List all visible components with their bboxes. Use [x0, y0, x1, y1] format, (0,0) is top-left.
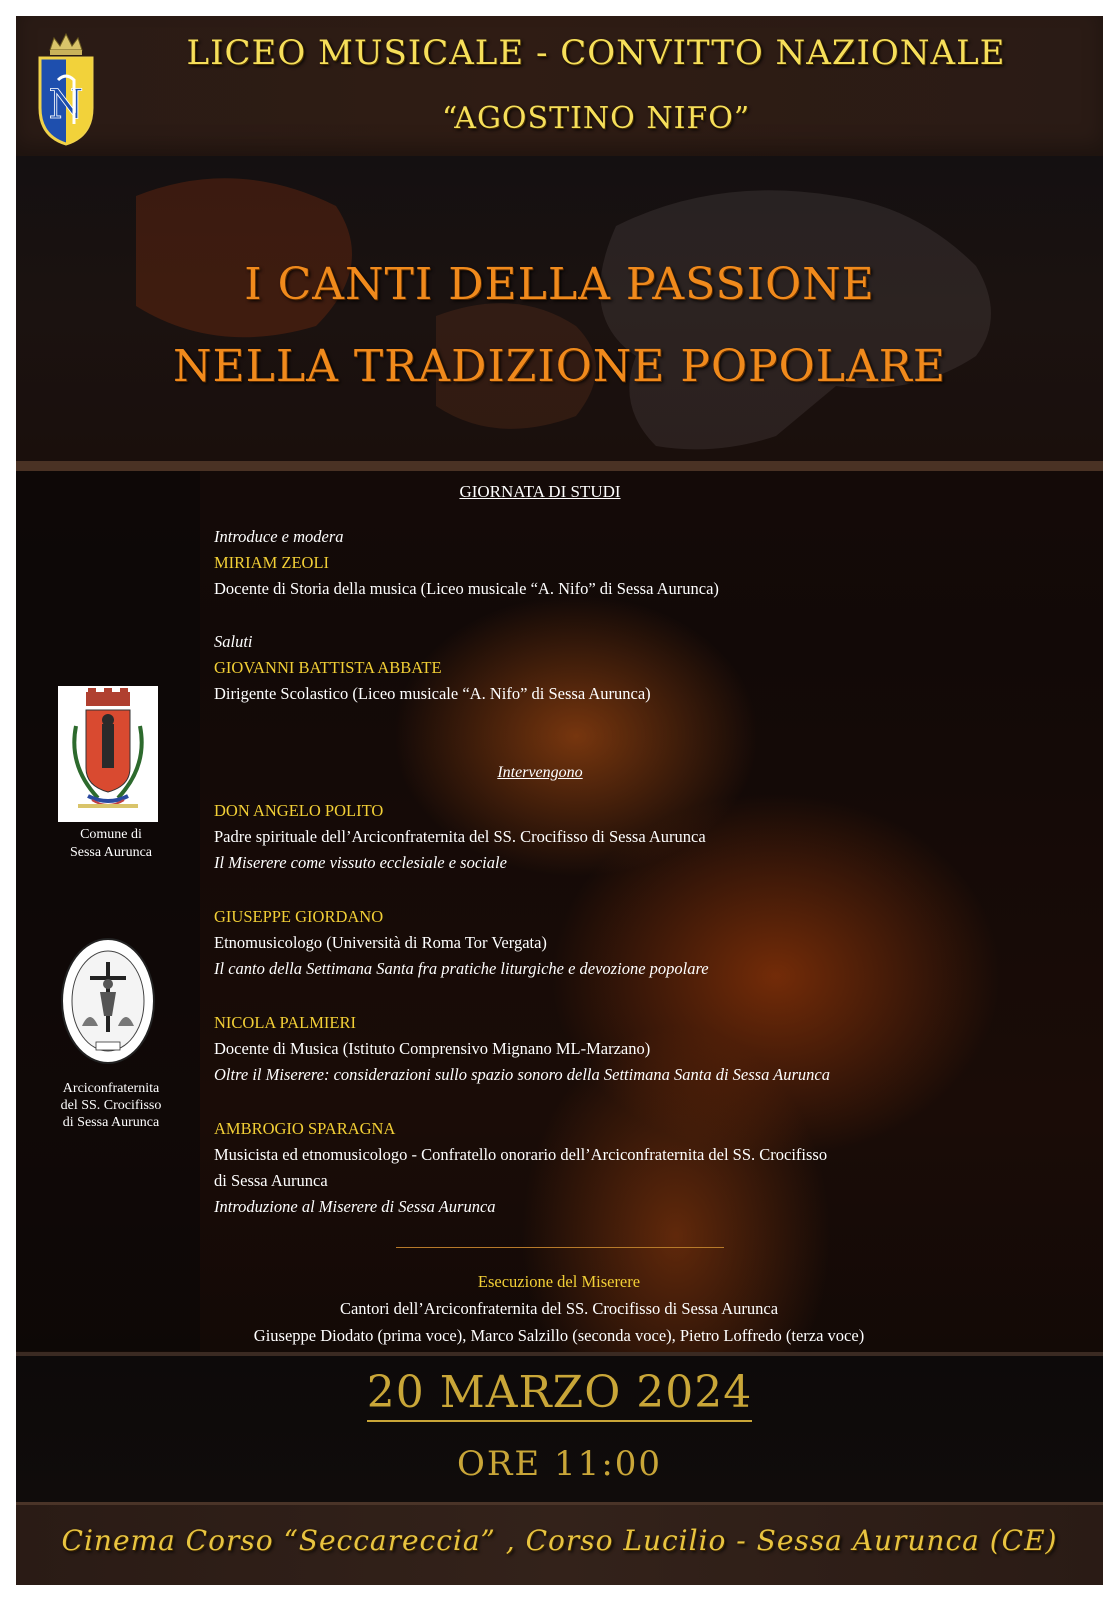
greetings-name: GIOVANNI BATTISTA ABBATE — [214, 658, 442, 677]
greetings-desc: Dirigente Scolastico (Liceo musicale “A. Nifo” di Sessa Aurunca) — [214, 684, 651, 703]
greetings-role: Saluti — [214, 632, 253, 651]
school-dedication: “AGOSTINO NIFO” — [441, 101, 751, 136]
speaker-desc: Padre spirituale dell’Arciconfraternita del SS. Crocifisso di Sessa Aurunca — [214, 827, 706, 846]
speaker-topic: Il canto della Settimana Santa fra pratiche liturgiche e devozione popolare — [214, 959, 709, 978]
comune-emblem — [58, 686, 158, 822]
event-title-line-2: NELLA TRADIZIONE POPOLARE — [173, 341, 946, 392]
arciconfraternita-seal-icon — [60, 936, 156, 1066]
speakers-heading: Intervengono — [497, 764, 583, 781]
speaker-topic: Il Miserere come vissuto ecclesiale e sociale — [214, 853, 507, 872]
school-logo-icon — [36, 28, 96, 148]
execution-choir: Cantori dell’Arciconfraternita del SS. Crocifisso di Sessa Aurunca — [339, 1299, 779, 1318]
school-name: LICEO MUSICALE - CONVITTO NAZIONALE — [186, 33, 1006, 73]
moderator-block — [214, 524, 719, 602]
greetings-block — [214, 629, 651, 707]
comune-coat-of-arms-icon — [58, 686, 158, 822]
moderator-role: Introduce e modera — [214, 527, 344, 546]
event-date — [16, 1367, 1103, 1418]
execution-divider — [396, 1247, 724, 1248]
speaker-desc: Musicista ed etnomusicologo - Confratello onorario dell’Arciconfraternita del SS. Crocifisso — [214, 1145, 828, 1164]
execution-voices: Giuseppe Diodato (prima voce), Marco Salzillo (seconda voce), Pietro Loffredo (terza voce) — [253, 1326, 865, 1345]
comune-caption-2: Sessa Aurunca — [69, 845, 153, 860]
speaker-block — [214, 904, 709, 982]
moderator-name: MIRIAM ZEOLI — [214, 553, 330, 572]
speaker-topic: Introduzione al Miserere di Sessa Aurunca — [214, 1197, 496, 1216]
speaker-name: AMBROGIO SPARAGNA — [214, 1119, 396, 1138]
speaker-block — [214, 1010, 830, 1088]
speaker-name: NICOLA PALMIERI — [214, 1013, 356, 1032]
speaker-desc: Docente di Musica (Istituto Comprensivo Mignano ML-Marzano) — [214, 1039, 651, 1058]
program-heading: GIORNATA DI STUDI — [459, 482, 621, 501]
svg-text:N: N — [48, 82, 84, 128]
execution-title: Esecuzione del Miserere — [477, 1272, 641, 1291]
event-venue: Cinema Corso “Seccareccia” , Corso Lucilio - Sessa Aurunca (CE) — [61, 1524, 1058, 1557]
speaker-topic: Oltre il Miserere: considerazioni sullo spazio sonoro della Settimana Santa di Sessa Aurunca — [214, 1065, 830, 1084]
divider — [16, 461, 1103, 471]
arciconfraternita-caption-1: Arciconfraternita — [62, 1081, 160, 1096]
speaker-desc: Etnomusicologo (Università di Roma Tor Vergata) — [214, 933, 547, 952]
event-date-text: 20 MARZO 2024 — [367, 1367, 753, 1422]
arciconfraternita-caption-2: del SS. Crocifisso — [60, 1098, 162, 1113]
event-time: ORE 11:00 — [456, 1444, 663, 1484]
event-title-line-1: I CANTI DELLA PASSIONE — [244, 259, 875, 310]
arciconfraternita-caption-3: di Sessa Aurunca — [62, 1115, 160, 1130]
comune-caption-1: Comune di — [80, 827, 142, 842]
speaker-block — [214, 1116, 827, 1220]
speaker-desc-cont: di Sessa Aurunca — [214, 1171, 328, 1190]
speaker-name: GIUSEPPE GIORDANO — [214, 907, 384, 926]
poster — [16, 16, 1103, 1585]
moderator-desc: Docente di Storia della musica (Liceo musicale “A. Nifo” di Sessa Aurunca) — [214, 579, 719, 598]
speaker-block — [214, 798, 706, 876]
speaker-name: DON ANGELO POLITO — [214, 801, 384, 820]
sidebar — [16, 471, 200, 1351]
